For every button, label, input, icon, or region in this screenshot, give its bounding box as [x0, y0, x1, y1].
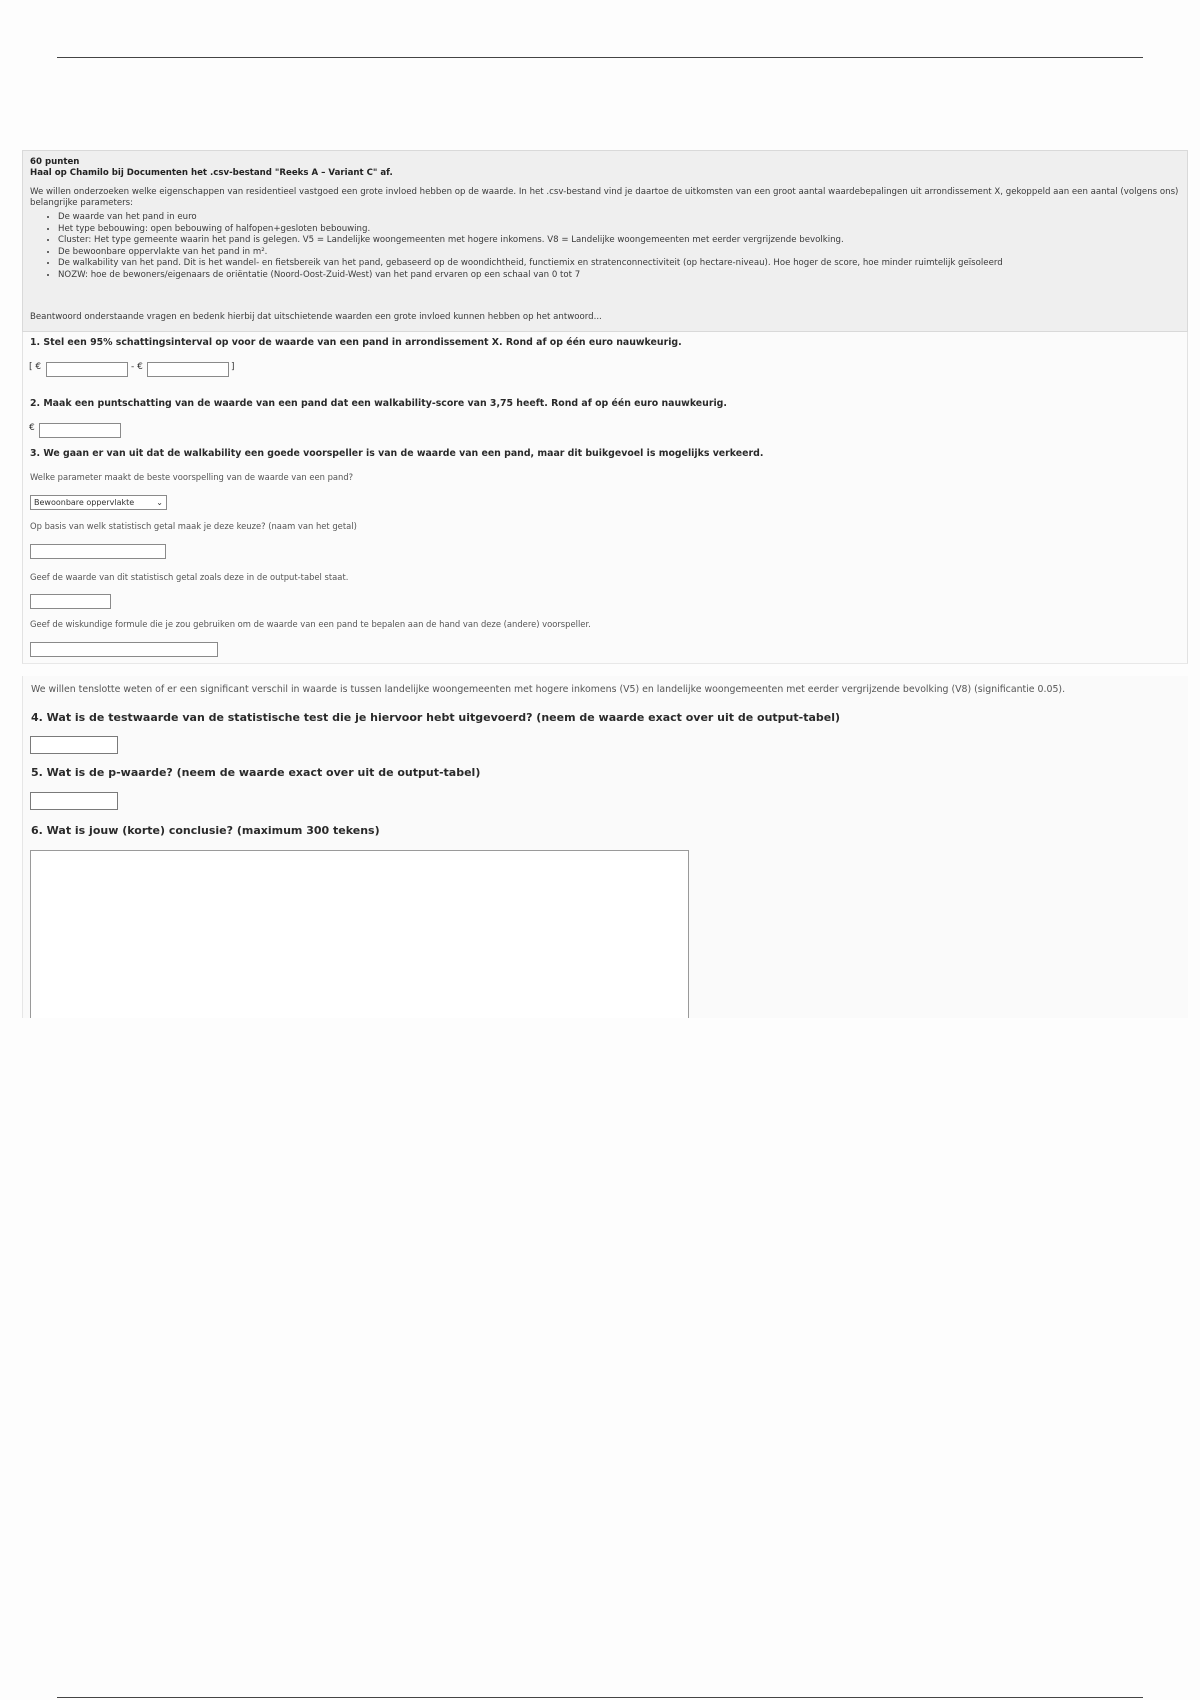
list-item: • De walkability van het pand. Dit is het wandel- en fietsbereik van het pand, gebaseerd op de woondichtheid, functiemix en stratenconnectiviteit (op hectare-niveau). Hoe hoger de score, hoe minder ruimtelijk geïsoleerd [58, 258, 1181, 270]
question-4-title: 4. Wat is de testwaarde van de statistische test die je hiervoor hebt uitgevoerd? (neem de waarde exact over uit de output-tabel) [31, 711, 841, 724]
statistic-name-input[interactable] [30, 544, 166, 559]
question-3-title: 3. We gaan er van uit dat de walkability een goede voorspeller is van de waarde van een pand, maar dit buikgevoel is mogelijks verkeerd. [30, 448, 764, 459]
list-item: • Het type bebouwing: open bebouwing of halfopen+gesloten bebouwing. [58, 224, 1181, 236]
question-3-sub-2: Op basis van welk statistisch getal maak je deze keuze? (naam van het getal) [30, 521, 357, 531]
interval-separator: - € [131, 362, 143, 372]
parameter-list [30, 212, 1181, 281]
question-3-sub-3: Geef de waarde van dit statistisch getal zoals deze in de output-tabel staat. [30, 572, 349, 582]
footer-rule [57, 1697, 1143, 1698]
point-estimate-input[interactable] [39, 423, 121, 438]
questions-section-1 [22, 332, 1188, 664]
question-2-title: 2. Maak een puntschatting van de waarde van een pand dat een walkability-score van 3,75 heeft. Rond af op één euro nauwkeurig. [30, 398, 727, 409]
question-5-title: 5. Wat is de p-waarde? (neem de waarde exact over uit de output-tabel) [31, 766, 481, 779]
test-value-input[interactable] [30, 736, 118, 754]
question-6-title: 6. Wat is jouw (korte) conclusie? (maximum 300 tekens) [31, 824, 380, 837]
list-item: • Cluster: Het type gemeente waarin het pand is gelegen. V5 = Landelijke woongemeenten met hogere inkomens. V8 = Landelijke woongemeenten met eerder vergrijzende bevolking. [58, 235, 1181, 247]
part-2-intro: We willen tenslotte weten of er een significant verschil in waarde is tussen landelijke woongemeenten met hogere inkomens (V5) en landelijke woongemeenten met eerder vergrijzende bevolking (V8) (significantie 0.05). [31, 684, 1066, 695]
download-instruction: Haal op Chamilo bij Documenten het .csv-bestand "Reeks A – Variant C" af. [30, 168, 393, 178]
interval-upper-input[interactable] [147, 362, 229, 377]
question-3-sub-1: Welke parameter maakt de beste voorspelling van de waarde van een pand? [30, 472, 354, 482]
best-predictor-value: Bewoonbare oppervlakte [34, 498, 135, 507]
list-item: • De waarde van het pand in euro [58, 212, 1181, 224]
assignment-intro [22, 150, 1188, 332]
intro-description: We willen onderzoeken welke eigenschappen van residentieel vastgoed een grote invloed hebben op de waarde. In het .csv-bestand vind je daartoe de uitkomsten van een groot aantal waardebepalingen uit arrondissement X, gekoppeld aan een aantal (volgens ons) belangrijke parameters: [30, 187, 1179, 208]
questions-section-2 [22, 676, 1188, 1018]
formula-input[interactable] [30, 642, 218, 657]
question-3-sub-4: Geef de wiskundige formule die je zou gebruiken om de waarde van een pand te bepalen aan de hand van deze (andere) voorspeller. [30, 619, 591, 629]
intro-closing: Beantwoord onderstaande vragen en bedenk hierbij dat uitschietende waarden een grote invloed kunnen hebben op het antwoord... [30, 312, 602, 322]
list-item: • NOZW: hoe de bewoners/eigenaars de oriëntatie (Noord-Oost-Zuid-West) van het pand ervaren op een schaal van 0 tot 7 [58, 270, 1181, 282]
points-label: 60 punten [30, 157, 80, 167]
list-item: • De bewoonbare oppervlakte van het pand in m². [58, 247, 1181, 259]
conclusion-textarea[interactable] [30, 850, 689, 1018]
p-value-input[interactable] [30, 792, 118, 810]
chevron-down-icon: ⌄ [156, 498, 163, 507]
statistic-value-input[interactable] [30, 594, 111, 609]
euro-symbol: € [29, 423, 35, 433]
header-rule [57, 57, 1143, 58]
interval-lower-input[interactable] [46, 362, 128, 377]
interval-close-symbol: ] [231, 362, 235, 372]
interval-open-symbol: [ € [29, 362, 42, 372]
question-1-title: 1. Stel een 95% schattingsinterval op voor de waarde van een pand in arrondissement X. Rond af op één euro nauwkeurig. [30, 337, 682, 348]
best-predictor-select[interactable] [30, 495, 167, 510]
